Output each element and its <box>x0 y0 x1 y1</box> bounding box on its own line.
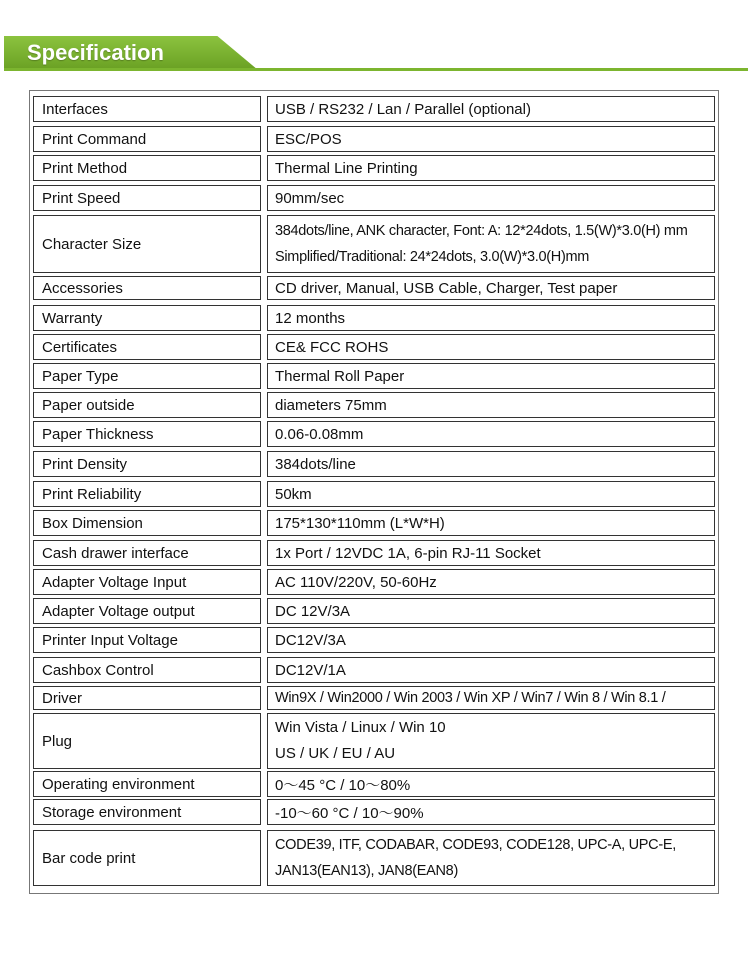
spec-value-line: 12 months <box>275 309 346 327</box>
page-title: Specification <box>27 40 164 65</box>
spec-row <box>33 215 717 273</box>
spec-value <box>267 627 715 653</box>
spec-row <box>33 657 717 683</box>
spec-value-line: DC12V/1A <box>275 661 346 679</box>
spec-value-line: CE& FCC ROHS <box>275 338 389 356</box>
spec-value-line: 384dots/line <box>275 455 356 473</box>
spec-value-line: 90mm/sec <box>275 189 345 207</box>
spec-value-line: diameters 75mm <box>275 396 387 414</box>
spec-value-line: DC 12V/3A <box>275 602 351 620</box>
spec-label: Print Command <box>33 126 261 152</box>
spec-value <box>267 334 715 360</box>
spec-value <box>267 771 715 797</box>
spec-row <box>33 305 717 331</box>
spec-label: Character Size <box>33 215 261 273</box>
spec-value-line: Win Vista / Linux / Win 10 <box>275 719 446 736</box>
spec-value-line: 50km <box>275 485 312 503</box>
spec-row <box>33 126 717 152</box>
spec-value-line: CD driver, Manual, USB Cable, Charger, Test paper <box>275 279 618 297</box>
spec-value <box>267 540 715 566</box>
spec-value <box>267 96 715 122</box>
spec-value-line: US / UK / EU / AU <box>275 745 396 762</box>
spec-value <box>267 276 715 300</box>
spec-value-line: 1x Port / 12VDC 1A, 6-pin RJ-11 Socket <box>275 544 541 562</box>
spec-value-line: -10～60 °C / 10～90% <box>275 804 424 822</box>
spec-label: Paper Thickness <box>33 421 261 447</box>
spec-value-line: ESC/POS <box>275 130 342 148</box>
spec-label: Adapter Voltage output <box>33 598 261 624</box>
spec-value <box>267 155 715 181</box>
spec-row <box>33 276 717 300</box>
spec-value-line: DC12V/3A <box>275 631 346 649</box>
spec-header-banner <box>0 34 750 74</box>
spec-label: Printer Input Voltage <box>33 627 261 653</box>
spec-value <box>267 305 715 331</box>
spec-label: Storage environment <box>33 799 261 825</box>
spec-value-line: 0～45 °C / 10～80% <box>275 776 411 794</box>
spec-row <box>33 540 717 566</box>
spec-value-line: Win9X / Win2000 / Win 2003 / Win XP / Win7 / Win 8 / Win 8.1 / <box>275 690 666 706</box>
spec-value <box>267 799 715 825</box>
spec-row <box>33 799 717 825</box>
spec-row <box>33 830 717 886</box>
spec-value <box>267 713 715 769</box>
spec-label: Accessories <box>33 276 261 300</box>
spec-row <box>33 569 717 595</box>
spec-value-line: Thermal Roll Paper <box>275 367 405 385</box>
spec-value <box>267 830 715 886</box>
spec-row <box>33 155 717 181</box>
banner-underline <box>4 68 748 71</box>
spec-row <box>33 481 717 507</box>
spec-label: Certificates <box>33 334 261 360</box>
spec-value <box>267 392 715 418</box>
spec-label: Adapter Voltage Input <box>33 569 261 595</box>
spec-value-line: 384dots/line, ANK character, Font: A: 12*24dots, 1.5(W)*3.0(H) mm <box>275 223 688 239</box>
spec-row <box>33 627 717 653</box>
spec-value <box>267 569 715 595</box>
spec-value <box>267 510 715 536</box>
spec-value <box>267 451 715 477</box>
spec-row <box>33 510 717 536</box>
spec-label: Paper outside <box>33 392 261 418</box>
spec-label: Print Speed <box>33 185 261 211</box>
spec-label: Operating environment <box>33 771 261 797</box>
spec-label: Bar code print <box>33 830 261 886</box>
spec-row <box>33 421 717 447</box>
spec-value-line: 175*130*110mm (L*W*H) <box>275 514 445 532</box>
spec-row <box>33 334 717 360</box>
spec-value-line: Thermal Line Printing <box>275 159 418 177</box>
spec-label: Driver <box>33 686 261 710</box>
spec-value <box>267 657 715 683</box>
spec-label: Print Density <box>33 451 261 477</box>
spec-value <box>267 215 715 273</box>
spec-value <box>267 686 715 710</box>
spec-label: Cashbox Control <box>33 657 261 683</box>
spec-label: Cash drawer interface <box>33 540 261 566</box>
spec-value <box>267 421 715 447</box>
spec-row <box>33 598 717 624</box>
spec-value-line: Simplified/Traditional: 24*24dots, 3.0(W)*3.0(H)mm <box>275 249 590 265</box>
spec-label: Plug <box>33 713 261 769</box>
spec-row <box>33 713 717 769</box>
spec-row <box>33 771 717 797</box>
spec-row <box>33 185 717 211</box>
spec-value-line: USB / RS232 / Lan / Parallel (optional) <box>275 100 531 118</box>
spec-value-line: AC 110V/220V, 50-60Hz <box>275 573 437 591</box>
spec-value-line: JAN13(EAN13), JAN8(EAN8) <box>275 863 458 879</box>
spec-row <box>33 686 717 710</box>
spec-row <box>33 363 717 389</box>
spec-value <box>267 363 715 389</box>
spec-label: Print Method <box>33 155 261 181</box>
spec-label: Print Reliability <box>33 481 261 507</box>
spec-label: Paper Type <box>33 363 261 389</box>
spec-label: Box Dimension <box>33 510 261 536</box>
spec-value <box>267 481 715 507</box>
spec-value-line: CODE39, ITF, CODABAR, CODE93, CODE128, UPC-A, UPC-E, <box>275 837 676 853</box>
spec-row <box>33 451 717 477</box>
spec-row <box>33 392 717 418</box>
spec-label: Interfaces <box>33 96 261 122</box>
spec-value <box>267 598 715 624</box>
spec-value <box>267 185 715 211</box>
spec-row <box>33 96 717 122</box>
spec-value-line: 0.06-0.08mm <box>275 425 364 443</box>
spec-value <box>267 126 715 152</box>
spec-label: Warranty <box>33 305 261 331</box>
